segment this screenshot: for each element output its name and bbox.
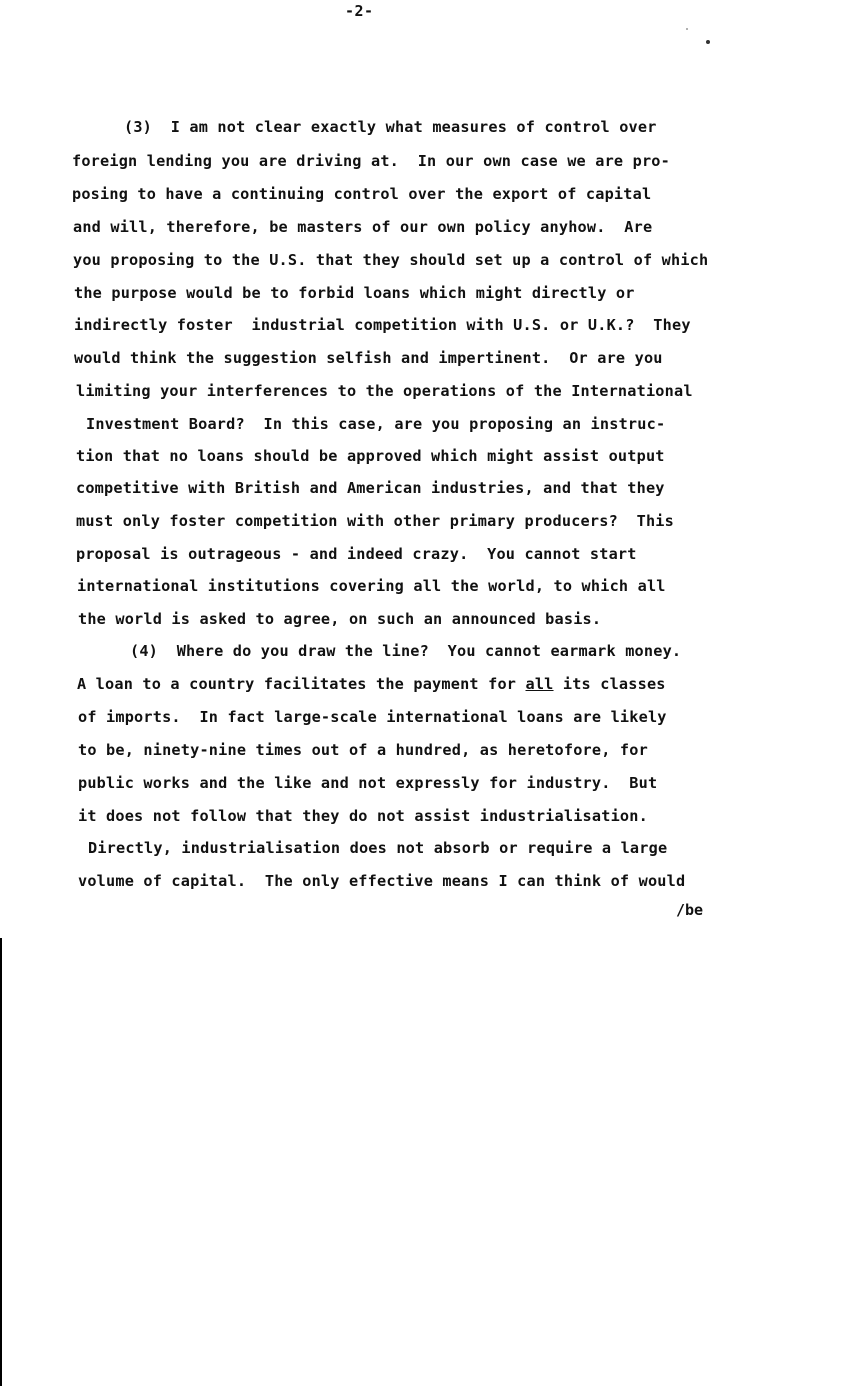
scan-speck (686, 28, 688, 30)
scan-speck (706, 40, 710, 44)
paragraph-3-line: the world is asked to agree, on such an announced basis. (78, 610, 602, 628)
paragraph-3-line: (3) I am not clear exactly what measures of control over (124, 118, 657, 136)
paragraph-4-text: its classes (553, 675, 666, 693)
paragraph-3-line: would think the suggestion selfish and impertinent. Or are you (74, 349, 663, 367)
paragraph-3-line: you proposing to the U.S. that they should set up a control of which (73, 251, 709, 269)
paragraph-4-line: public works and the like and not expressly for industry. But (78, 774, 658, 792)
underlined-word: all (525, 675, 554, 693)
catchword: /be (676, 901, 704, 919)
paragraph-4-line: (4) Where do you draw the line? You cannot earmark money. (130, 642, 682, 660)
paragraph-3-line: the purpose would be to forbid loans which might directly or (74, 284, 635, 302)
paragraph-3-line: indirectly foster industrial competition with U.S. or U.K.? They (74, 316, 691, 334)
paragraph-4-line: Directly, industrialisation does not absorb or require a large (88, 839, 668, 857)
paragraph-3-line: international institutions covering all the world, to which all (77, 577, 666, 595)
paragraph-3-line: and will, therefore, be masters of our own policy anyhow. Are (73, 218, 653, 236)
paragraph-4-line: of imports. In fact large-scale international loans are likely (78, 708, 667, 726)
paragraph-3-line: foreign lending you are driving at. In our own case we are pro- (72, 152, 670, 170)
paragraph-4-line (77, 674, 666, 694)
paragraph-3-line: posing to have a continuing control over the export of capital (72, 185, 652, 203)
paragraph-4-line: it does not follow that they do not assist industrialisation. (78, 807, 648, 825)
scan-edge-rule (0, 938, 2, 1386)
paragraph-4-line: volume of capital. The only effective means I can think of would (78, 872, 686, 890)
paragraph-4-line: to be, ninety-nine times out of a hundred, as heretofore, for (78, 741, 648, 759)
paragraph-3-line: proposal is outrageous - and indeed crazy. You cannot start (76, 545, 637, 563)
paragraph-3-line: competitive with British and American industries, and that they (76, 479, 665, 497)
paragraph-4-text: A loan to a country facilitates the payment for (77, 675, 526, 693)
page-number: -2- (345, 2, 374, 20)
paragraph-3-line: must only foster competition with other primary producers? This (76, 512, 674, 530)
paragraph-3-line: tion that no loans should be approved which might assist output (76, 447, 665, 465)
paragraph-3-line: limiting your interferences to the operations of the International (76, 382, 693, 400)
paragraph-3-line: Investment Board? In this case, are you proposing an instruc- (86, 415, 666, 433)
